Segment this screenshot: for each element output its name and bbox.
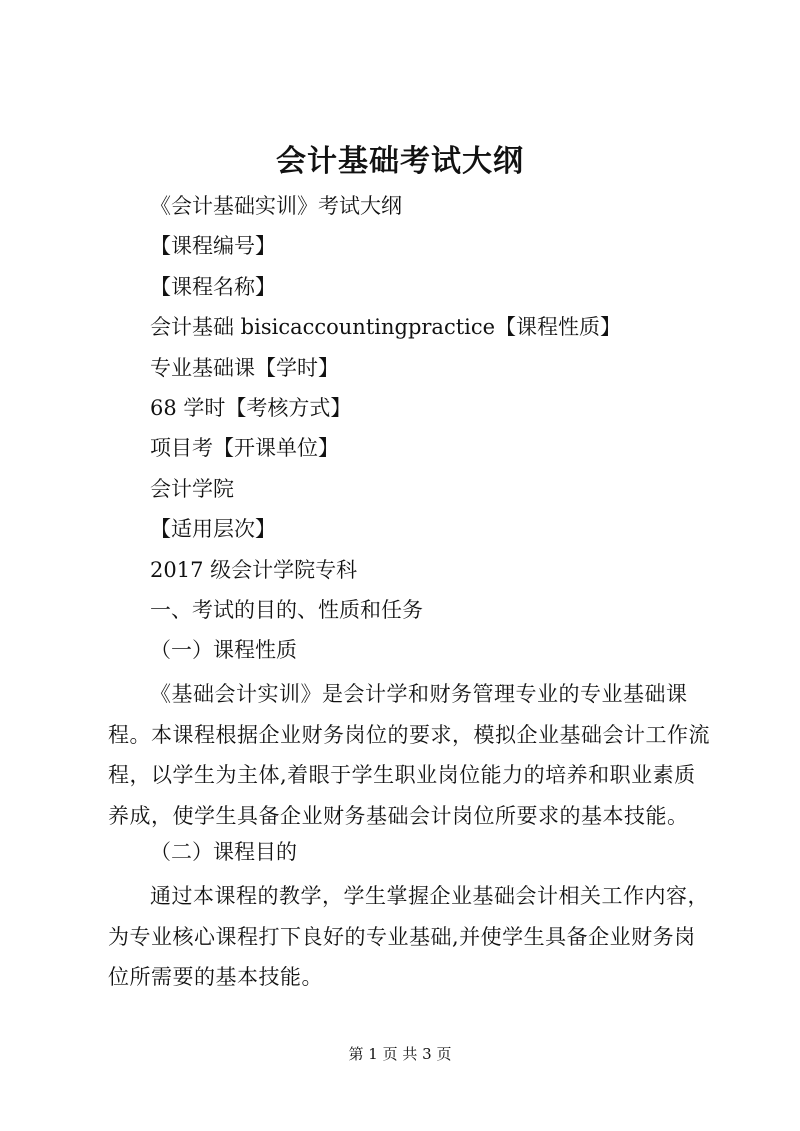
offering-unit-value: 会计学院 (150, 477, 234, 501)
document-title: 会计基础考试大纲 (276, 144, 524, 179)
paragraph-course-nature: 《基础会计实训》是会计学和财务管理专业的专业基础课程。本课程根据企业财务岗位的要求，模拟企业基础会计工作流程，以学生为主体,着眼于学生职业岗位能力的培养和职业素质养成，使学生具备企业财务基础会计岗位所要求的基本技能。 (108, 682, 710, 828)
course-name-label: 【课程名称】 (150, 275, 276, 299)
course-name-value: 会计基础 bisicaccountingpractice【课程性质】 (150, 315, 622, 339)
subheading-course-nature: （一）课程性质 (150, 638, 297, 662)
course-hours-value: 68 学时【考核方式】 (150, 396, 352, 420)
assessment-method-value: 项目考【开课单位】 (150, 436, 339, 460)
subheading-course-purpose: （二）课程目的 (150, 840, 297, 864)
applicable-level-value: 2017 级会计学院专科 (150, 558, 358, 582)
page-footer: 第 1 页 共 3 页 (348, 1045, 452, 1063)
applicable-level-label: 【适用层次】 (150, 517, 276, 541)
section-heading-1: 一、考试的目的、性质和任务 (150, 598, 423, 622)
paragraph-course-purpose: 通过本课程的教学，学生掌握企业基础会计相关工作内容，为专业核心课程打下良好的专业基础,并使学生具备企业财务岗位所需要的基本技能。 (108, 884, 709, 989)
course-nature-value: 专业基础课【学时】 (150, 356, 339, 380)
outline-title: 《会计基础实训》考试大纲 (150, 194, 402, 218)
course-number-label: 【课程编号】 (150, 234, 276, 258)
